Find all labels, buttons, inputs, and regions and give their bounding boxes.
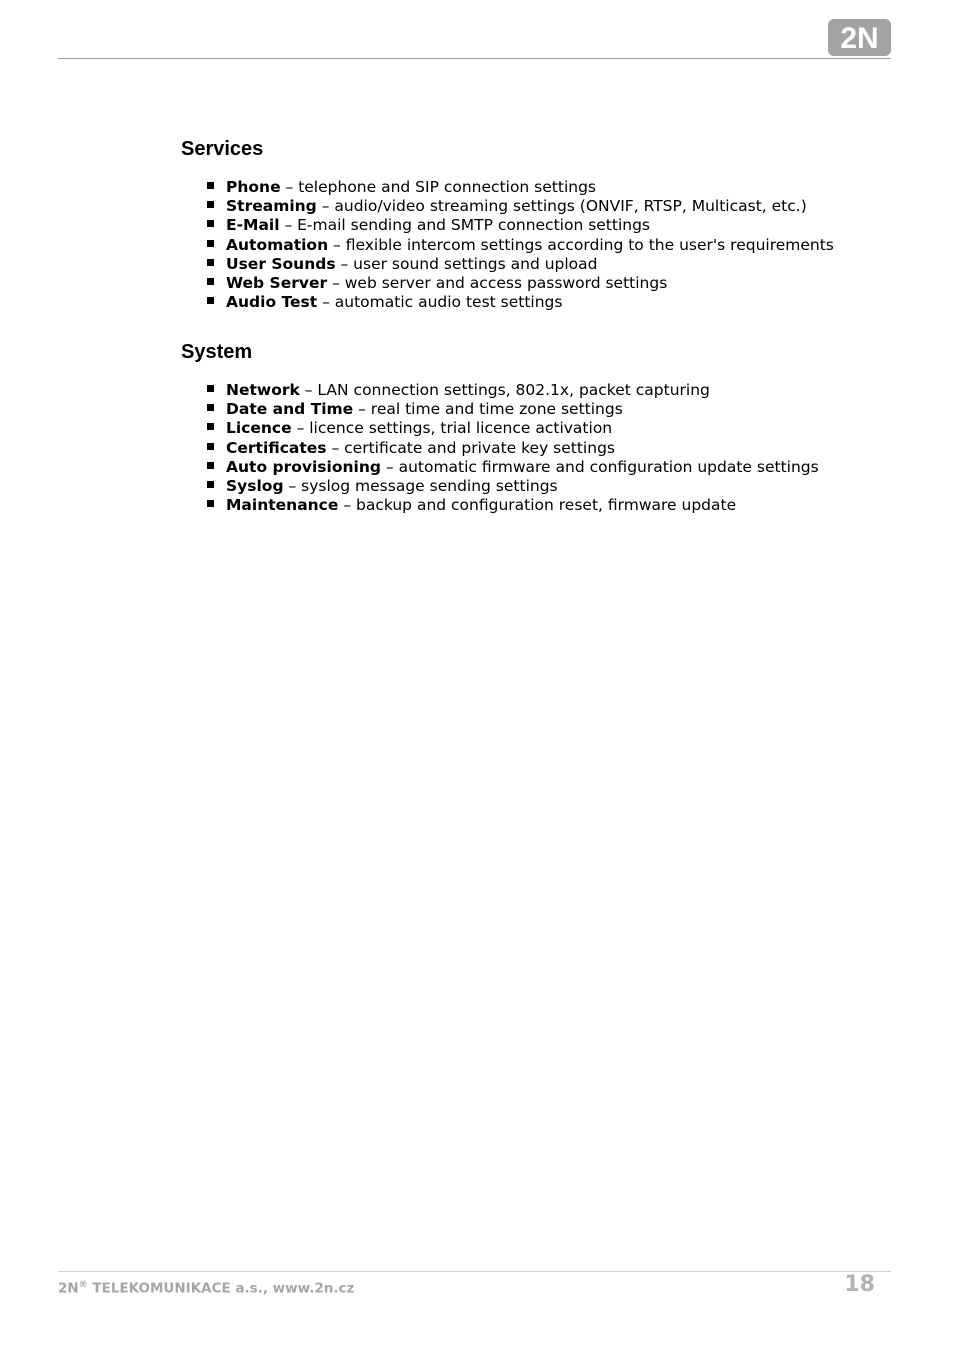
system-heading: System (181, 341, 253, 363)
bullet-icon (207, 423, 214, 430)
item-term: Phone (226, 178, 281, 196)
list-item (0, 400, 819, 419)
bullet-icon (207, 278, 214, 285)
bullet-icon (207, 259, 214, 266)
item-desc: – flexible intercom settings according to the user's requirements (328, 235, 834, 254)
bullet-icon (207, 182, 214, 189)
item-term: Syslog (226, 476, 284, 495)
list-item (0, 381, 819, 400)
bullet-icon (207, 385, 214, 392)
item-desc: – E-mail sending and SMTP connection settings (279, 216, 651, 235)
item-term: Web Server (226, 273, 328, 292)
item-term: E-Mail (226, 216, 280, 235)
registered-mark: ® (78, 1280, 88, 1290)
list-item (0, 419, 819, 438)
item-term: Streaming (226, 197, 317, 216)
item-desc: – real time and time zone settings (353, 400, 623, 419)
header-divider (58, 58, 891, 59)
item-term: Date and Time (226, 400, 354, 419)
item-desc: – backup and configuration reset, firmware update (338, 496, 737, 515)
item-desc: – LAN connection settings, 802.1x, packet capturing (299, 381, 710, 399)
footer-brand: 2N (58, 1280, 79, 1297)
item-desc: – automatic firmware and configuration update settings (380, 457, 819, 476)
bullet-icon (207, 220, 214, 227)
item-term: Automation (226, 235, 329, 254)
item-term: Audio Test (226, 293, 318, 312)
item-desc: – certificate and private key settings (326, 438, 615, 457)
list-item (0, 197, 834, 216)
item-desc: – telephone and SIP connection settings (280, 178, 596, 196)
list-item (0, 496, 819, 515)
item-desc: – audio/video streaming settings (ONVIF, RTSP, Multicast, etc.) (316, 197, 807, 216)
item-term: User Sounds (226, 254, 336, 273)
item-desc: – syslog message sending settings (283, 476, 558, 495)
item-desc: – web server and access password settings (327, 273, 668, 292)
item-term: Network (226, 381, 300, 399)
item-term: Licence (226, 419, 292, 438)
item-term: Auto provisioning (226, 457, 381, 476)
bullet-icon (207, 500, 214, 507)
list-item (0, 477, 819, 496)
bullet-icon (207, 240, 214, 247)
bullet-icon (207, 297, 214, 304)
item-desc: – licence settings, trial licence activation (291, 419, 613, 438)
list-item (0, 236, 834, 255)
list-item (0, 216, 834, 235)
list-item (0, 439, 819, 458)
item-desc: – automatic audio test settings (317, 293, 563, 312)
footer-company-text: TELEKOMUNIKACE a.s., www.2n.cz (87, 1280, 355, 1297)
list-item (0, 255, 834, 274)
bullet-icon (207, 481, 214, 488)
bullet-icon (207, 201, 214, 208)
services-heading: Services (181, 138, 264, 160)
system-list (0, 381, 819, 515)
bullet-icon (207, 443, 214, 450)
bullet-icon (207, 462, 214, 469)
footer-divider (58, 1271, 891, 1272)
item-term: Maintenance (226, 496, 339, 515)
list-item (0, 178, 834, 197)
logo-text: 2N (840, 22, 879, 55)
brand-logo (828, 19, 891, 56)
list-item (0, 458, 819, 477)
footer-company (58, 1280, 354, 1297)
item-desc: – user sound settings and upload (335, 254, 598, 273)
item-term: Certificates (226, 438, 327, 457)
page-number: 18 (844, 1272, 875, 1297)
bullet-icon (207, 404, 214, 411)
services-list (0, 178, 834, 312)
list-item (0, 293, 834, 312)
list-item (0, 274, 834, 293)
